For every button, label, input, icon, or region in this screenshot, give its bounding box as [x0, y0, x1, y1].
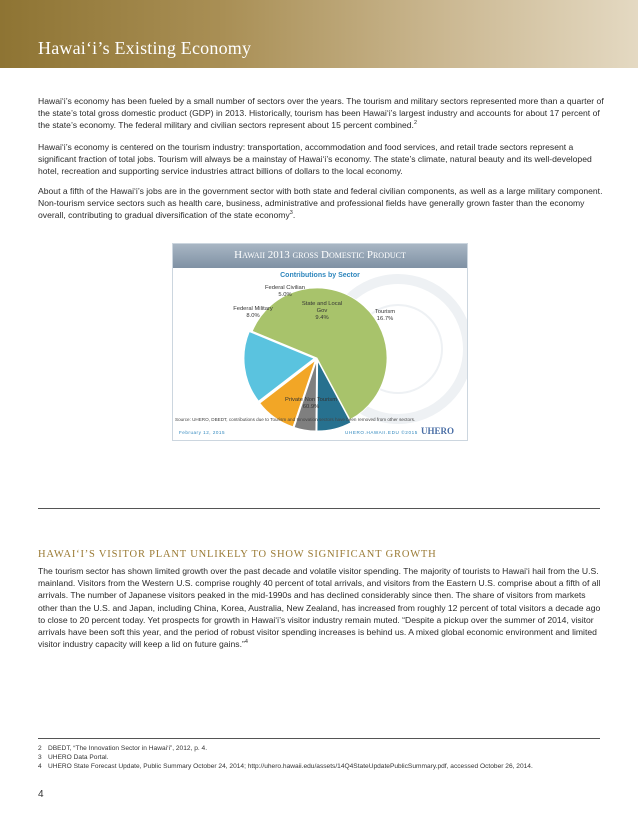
page-title: Hawai‘i’s Existing Economy — [38, 38, 252, 58]
paragraph-text: Hawai‘i’s economy has been fueled by a small number of sectors over the years. The tourism and military sectors represented more than a quarter of the state’s total gross domestic product (GDP) in 2013. Historically, tourism has been Hawai‘i’s largest industry and accounts for about 17 percent of the state’s economy. The federal military and civilian sectors represent about 15 percent combined. — [38, 96, 604, 131]
slice-value: 16.7% — [376, 316, 394, 322]
footnote-ref: 4 — [244, 639, 248, 646]
footnote-divider — [38, 738, 600, 739]
label-federal-civilian — [255, 285, 315, 299]
slice-value: 8.0% — [246, 313, 260, 319]
footnote-item — [38, 753, 618, 762]
label-private-non-tourism — [271, 397, 351, 411]
footnote-ref: 3 — [289, 210, 293, 217]
paragraph-tourism-center — [38, 141, 604, 178]
chart-source-note: Source: UHERO, DBEDT, contributions due to Tourism and Innovation sectors have been removed from other sectors. — [175, 417, 416, 422]
footnotes — [38, 744, 618, 771]
section-divider — [38, 508, 600, 509]
paragraph-government-jobs — [38, 185, 604, 222]
footnote-number: 3 — [38, 754, 42, 761]
footnote-text: DBEDT, “The Innovation Sector in Hawai‘i”, 2012, p. 4. — [48, 745, 208, 752]
footnote-ref: 2 — [413, 120, 418, 127]
page-number: 4 — [38, 789, 44, 800]
footnote-text: UHERO State Forecast Update, Public Summary October 24, 2014; http://uhero.hawaii.edu/assets/14Q4StateUpdatePublicSummary.pdf, accessed October 26, 2014. — [48, 763, 533, 770]
chart-subtitle: Contributions by Sector — [280, 272, 360, 279]
chart-title: Hawaii 2013 gross Domestic Product — [234, 249, 406, 261]
paragraph-visitor-plant — [38, 565, 604, 650]
slice-value: 60.9% — [302, 404, 320, 410]
slice-value: 5.0% — [278, 292, 292, 298]
footnote-text: UHERO Data Portal. — [48, 754, 109, 761]
paragraph-text: The tourism sector has shown limited growth over the past decade and volatile visitor spending. The majority of tourists to Hawai‘i hail from the U.S. mainland. Visitors from the Western U.S. comprise roughly 40 percent of total arrivals, and visitors from the Eastern U.S. comprise about a fifth of all arrivals. The number of Japanese visitors peaked in the mid-1990s and has declined considerably since then. The share of visitors from markets other than the U.S. and Japan, including China, Korea, Australia, New Zealand, has increased from roughly 12 percent of total visitors a decade ago to close to 20 percent today. Yet prospects for growth in Hawai‘i’s visitor industry remain muted. “Despite a pickup over the summer of 2014, visitor arrivals have been soft this year, and the period of robust visitor spending increases is behind us. A mixed global economic environment and limited visitor industry capacity will keep a lid on future gains.” — [38, 566, 601, 650]
uhero-logo: UHERO — [421, 426, 455, 436]
slice-name: State and Local Gov — [301, 301, 343, 314]
slice-value: 9.4% — [315, 315, 329, 321]
footnote-number: 4 — [38, 763, 42, 770]
paragraph-text: Hawai‘i’s economy is centered on the tourism industry: transportation, accommodation and food services, and retail trade sectors represent a significant fraction of total jobs. Tourism will always be a mainstay of Hawai‘i’s economy. The state’s climate, natural beauty and its well-developed hotel, recreation and supporting service industries attract billions of dollars to the local economy. — [38, 142, 592, 177]
chart-date: February 12, 2015 — [179, 430, 226, 435]
label-tourism — [363, 309, 407, 323]
paragraph-text: About a fifth of the Hawai‘i’s jobs are in the government sector with both state and federal civilian components, as well as a large military component. Non-tourism service sectors such as health care, business, administrative and professional fields have generally grown faster than the economy overall, contributing to gradual diversification of the state economy — [38, 186, 603, 221]
slice-name: Federal Military — [233, 306, 273, 312]
header-banner — [0, 0, 638, 68]
chart-url: UHERO.HAWAII.EDU ©2015 — [345, 430, 418, 435]
footnote-item — [38, 744, 618, 753]
label-federal-military — [223, 306, 283, 320]
slice-name: Federal Civilian — [265, 285, 305, 291]
paragraph-gdp-sectors — [38, 95, 604, 132]
slice-name: Private Non Tourism — [284, 397, 338, 403]
gdp-pie-chart — [172, 243, 468, 441]
section-heading: HAWAI‘I’S VISITOR PLANT UNLIKELY TO SHOW SIGNIFICANT GROWTH — [38, 549, 437, 560]
slice-name: Tourism — [374, 309, 396, 315]
footnote-number: 2 — [38, 745, 42, 752]
label-state-local-gov — [300, 301, 344, 322]
footnote-item — [38, 762, 618, 771]
paragraph-end: . — [292, 210, 296, 221]
